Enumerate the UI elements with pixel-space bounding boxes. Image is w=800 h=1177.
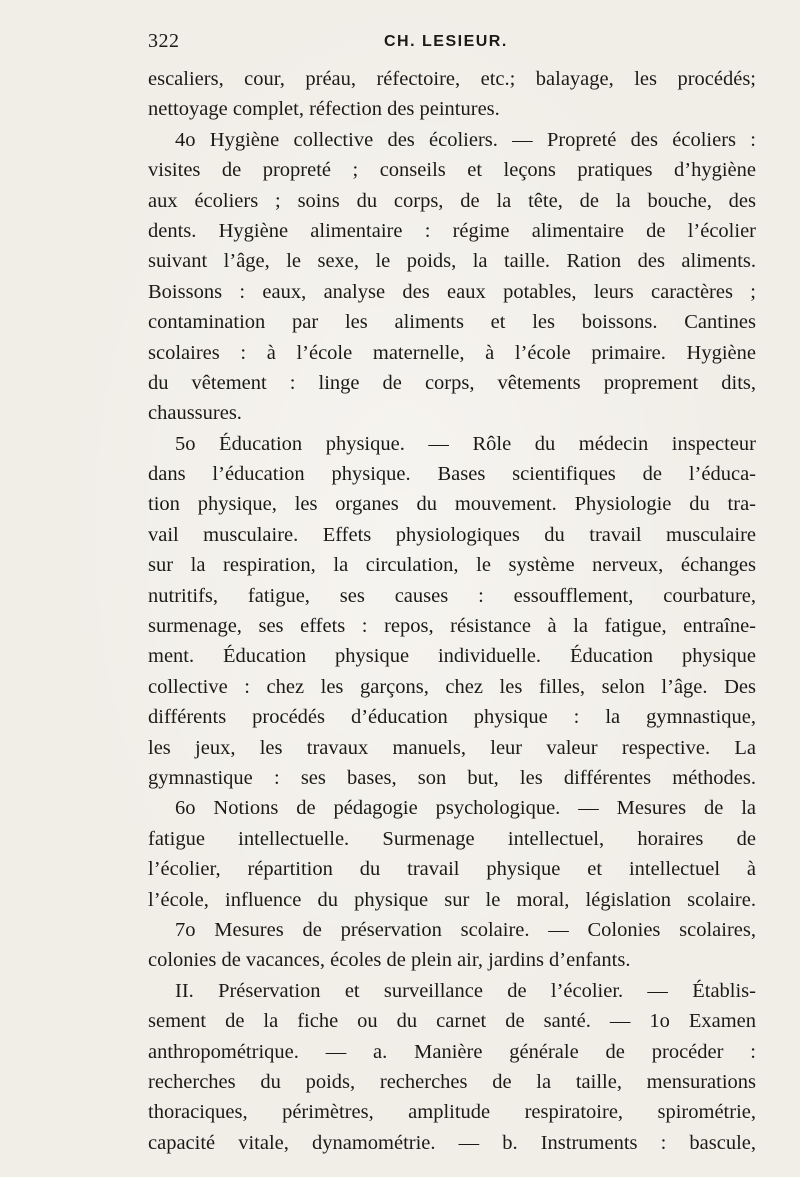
text-line: anthropométrique. — a. Manière générale de procéder :: [148, 1040, 756, 1063]
text-line: 6o Notions de pédagogie psychologique. — Mesures de la: [175, 797, 756, 820]
text-line: ment. Éducation physique individuelle. Éducation physique: [148, 645, 756, 668]
text-line: dans l’éducation physique. Bases scientifiques de l’éduca-: [148, 463, 756, 486]
text-line: Boissons : eaux, analyse des eaux potables, leurs caractères ;: [148, 280, 756, 303]
text-line: 7o Mesures de préservation scolaire. — Colonies scolaires,: [175, 918, 756, 941]
text-line: collective : chez les garçons, chez les filles, selon l’âge. Des: [148, 675, 756, 698]
text-line: colonies de vacances, écoles de plein air, jardins d’enfants.: [148, 949, 631, 972]
text-line: escaliers, cour, préau, réfectoire, etc.; balayage, les procédés;: [148, 68, 756, 90]
page-number: 322: [148, 30, 180, 52]
text-line: suivant l’âge, le sexe, le poids, la taille. Ration des aliments.: [148, 250, 756, 273]
text-line: nutritifs, fatigue, ses causes : essoufflement, courbature,: [148, 584, 756, 607]
text-line: surmenage, ses effets : repos, résistance à la fatigue, entraîne-: [148, 615, 756, 638]
text-line: visites de propreté ; conseils et leçons pratiques d’hygiène: [148, 159, 756, 182]
text-line: l’écolier, répartition du travail physique et intellectuel à: [148, 858, 756, 881]
text-line: capacité vitale, dynamométrie. — b. Instruments : bascule,: [148, 1131, 756, 1154]
running-title: CH. LESIEUR.: [384, 33, 508, 50]
text-line: 5o Éducation physique. — Rôle du médecin inspecteur: [175, 432, 756, 455]
text-line: différents procédés d’éducation physique : la gymnastique,: [148, 706, 756, 729]
text-line: sement de la fiche ou du carnet de santé. — 1o Examen: [148, 1010, 756, 1033]
text-line: les jeux, les travaux manuels, leur valeur respective. La: [148, 736, 756, 759]
text-line: tion physique, les organes du mouvement. Physiologie du tra-: [148, 493, 756, 516]
text-line: sur la respiration, la circulation, le système nerveux, échanges: [148, 554, 756, 577]
text-line: aux écoliers ; soins du corps, de la tête, de la bouche, des: [148, 189, 756, 212]
text-line: 4o Hygiène collective des écoliers. — Propreté des écoliers :: [175, 128, 756, 151]
text-line: vail musculaire. Effets physiologiques du travail musculaire: [148, 523, 756, 546]
text-line: fatigue intellectuelle. Surmenage intellectuel, horaires de: [148, 827, 756, 850]
text-line: gymnastique : ses bases, son but, les différentes méthodes.: [148, 766, 756, 789]
text-line: recherches du poids, recherches de la taille, mensurations: [148, 1070, 756, 1093]
text-line: l’école, influence du physique sur le moral, législation scolaire.: [148, 888, 756, 911]
text-line: dents. Hygiène alimentaire : régime alimentaire de l’écolier: [148, 219, 756, 242]
text-line: contamination par les aliments et les boissons. Cantines: [148, 311, 756, 334]
text-line: scolaires : à l’école maternelle, à l’école primaire. Hygiène: [148, 341, 756, 364]
page-header: [148, 30, 756, 58]
text-line: II. Préservation et surveillance de l’écolier. — Établis-: [175, 979, 756, 1002]
text-line: chaussures.: [148, 402, 242, 425]
text-line: du vêtement : linge de corps, vêtements proprement dits,: [148, 371, 756, 394]
text-line: nettoyage complet, réfection des peintures.: [148, 98, 500, 121]
text-line: thoraciques, périmètres, amplitude respiratoire, spirométrie,: [148, 1101, 756, 1124]
body-text: [148, 64, 756, 1158]
